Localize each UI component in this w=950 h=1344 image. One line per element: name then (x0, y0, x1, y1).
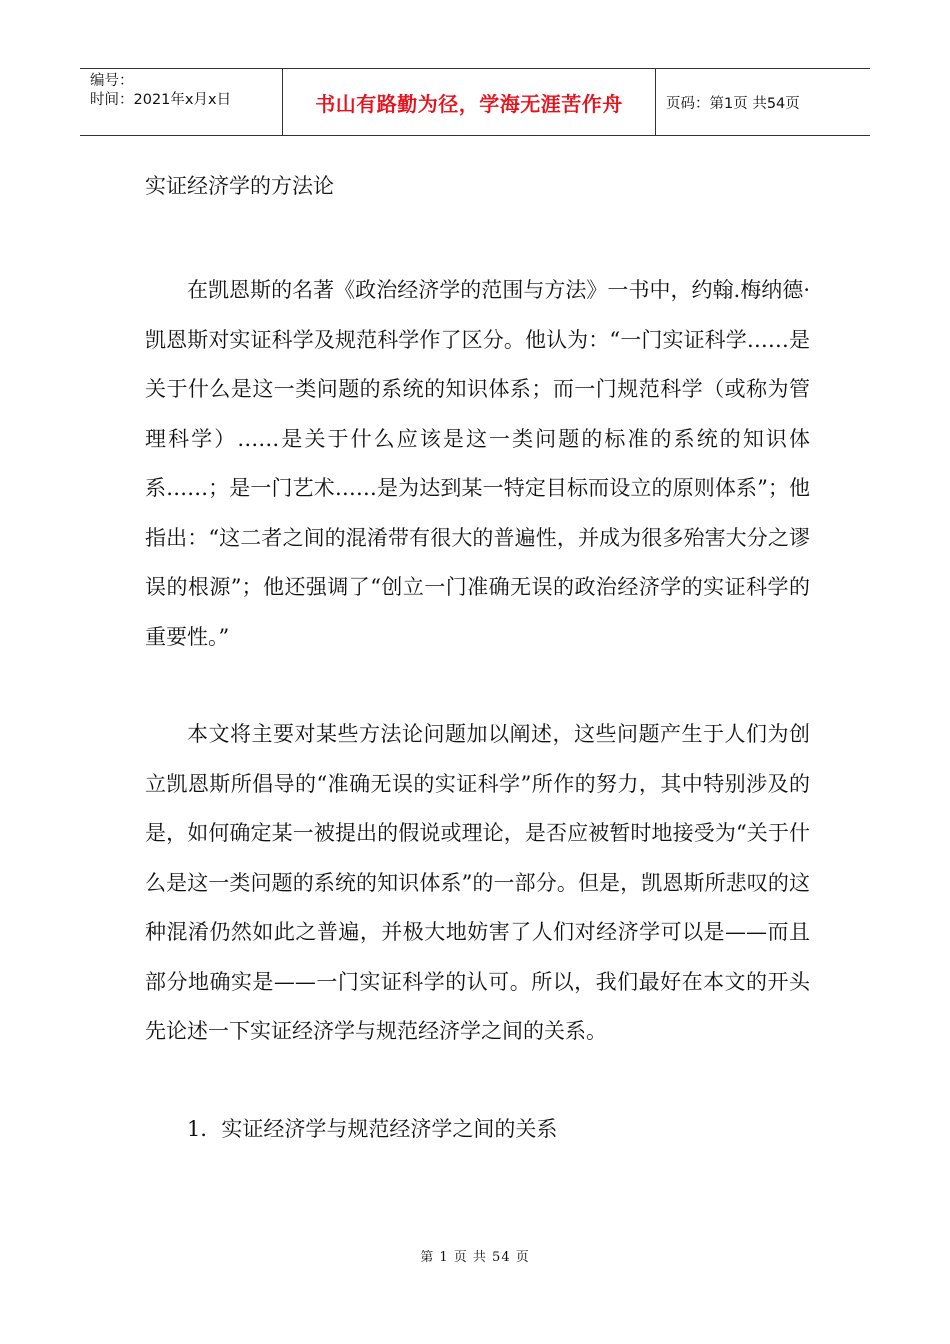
document-number-label: 编号： (90, 73, 134, 89)
header-motto: 书山有路勤为径，学海无涯苦作舟 (283, 69, 656, 135)
page-header (80, 68, 870, 136)
paragraph-2: 本文将主要对某些方法论问题加以阐述，这些问题产生于人们为创立凯恩斯所倡导的“准确无误的实证科学”所作的努力，其中特别涉及的是，如何确定某一被提出的假说或理论，是否应被暂时地接受为“关于什么是这一类问题的系统的知识体系”的一部分。但是，凯恩斯所悲叹的这种混淆仍然如此之普遍，并极大地妨害了人们对经济学可以是——而且部分地确实是——一门实证科学的认可。所以，我们最好在本文的开头先论述一下实证经济学与规范经济学之间的关系。 (145, 722, 810, 1043)
document-body (145, 162, 810, 1153)
page-footer: 第 1 页 共 54 页 (420, 1250, 530, 1265)
document-title: 实证经济学的方法论 (145, 174, 334, 198)
header-meta (80, 69, 283, 135)
section-heading: 1．实证经济学与规范经济学之间的关系 (187, 1116, 558, 1141)
document-time-label: 时间：2021年x月x日 (90, 92, 232, 108)
header-page-info: 页码：第1页 共54页 (666, 95, 800, 112)
paragraph-1: 在凯恩斯的名著《政治经济学的范围与方法》一书中，约翰.梅纳德·凯恩斯对实证科学及规范科学作了区分。他认为：“一门实证科学……是关于什么是这一类问题的系统的知识体系；而一门规范科学（或称为管理科学）……是关于什么应该是这一类问题的标准的系统的知识体系……；是一门艺术……是为达到某一特定目标而设立的原则体系”；他指出：“这二者之间的混淆带有很大的普遍性，并成为很多殆害大分之谬误的根源”；他还强调了“创立一门准确无误的政治经济学的实证科学的重要性。” (145, 278, 810, 649)
